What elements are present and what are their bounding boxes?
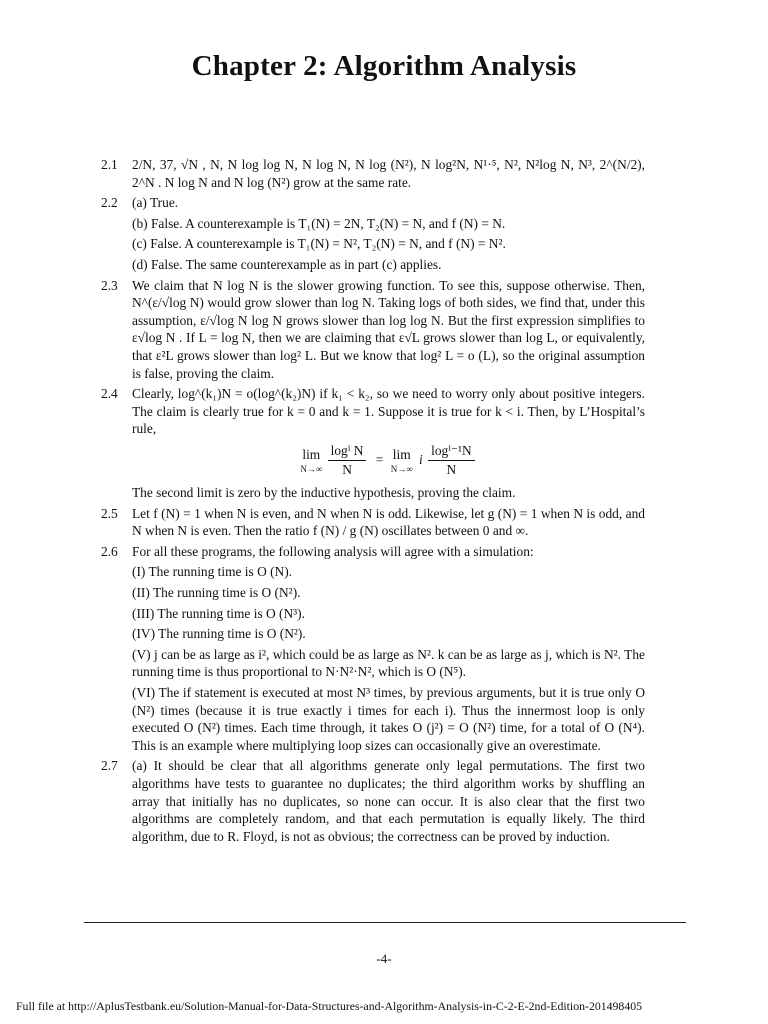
exercise-number: 2.1 xyxy=(101,157,118,172)
exercise-number: 2.2 xyxy=(101,195,118,211)
page-number: -4- xyxy=(376,951,392,966)
exercise-intro: For all these programs, the following analysis will agree with a simulation: xyxy=(132,543,534,559)
exercise-number: 2.3 xyxy=(101,277,118,293)
exercise-part-v: (V) j can be as large as i², which could be as large as N². k can be as large as j, which is N². The running time is thus proportional to N·N²·N², which is O (N⁵). xyxy=(132,646,645,680)
footer-link[interactable]: Full file at http://AplusTestbank.eu/Solution-Manual-for-Data-Structures-and-Algorithm-Analysis-in-C-2-E-2nd-Edition-201498405 xyxy=(16,999,643,1013)
exercise-text: Let f (N) = 1 when N is even, and N when N is odd. Likewise, let g (N) = 1 when N is odd, and N when N is even. Then the ratio f (N) / g (N) oscillates between 0 and ∞. xyxy=(132,505,645,539)
exercise-2-1 xyxy=(101,156,645,191)
exercise-part-ii: (II) The running time is O (N²). xyxy=(132,585,301,601)
exercise-2-6 xyxy=(101,543,645,755)
numerator: logⁱ N xyxy=(328,442,367,461)
exercise-part-b: (b) False. A counterexample is T₁(N) = 2N, T₂(N) = N, and f (N) = N. xyxy=(132,215,506,231)
footer-divider xyxy=(84,922,686,923)
exercise-part-c: (c) False. A counterexample is T₁(N) = N², T₂(N) = N, and f (N) = N². xyxy=(132,236,506,252)
exercise-text: (a) It should be clear that all algorithms generate only legal permutations. The first two algorithms have tests to guarantee no duplicates; the third algorithm works by shuffling an array that initially has no duplicates, so none can occur. It is also clear that the first two algorithms are completely random, and that each permutation is equally likely. The third algorithm, due to R. Floyd, is not as obvious; the correctness can be proved by induction. xyxy=(132,758,645,844)
exercise-part-i: (I) The running time is O (N). xyxy=(132,564,293,580)
exercise-number: 2.6 xyxy=(101,543,118,559)
exercise-text: 2/N, 37, √N , N, N log log N, N log N, N log (N²), N log²N, N¹·⁵, N², N²log N, N³, 2^(N/2), 2^N . N log N and N log (N²) grow at the same rate. xyxy=(132,157,645,190)
exercise-part-a: (a) True. xyxy=(132,195,179,211)
exercise-2-7 xyxy=(101,757,645,845)
exercise-number: 2.4 xyxy=(101,386,118,402)
exercise-part-iii: (III) The running time is O (N³). xyxy=(132,605,305,621)
lim-label: lim xyxy=(392,447,411,463)
exercise-list xyxy=(101,156,645,848)
fraction-left xyxy=(328,442,367,478)
exercise-2-3 xyxy=(101,277,645,383)
limit-operator xyxy=(391,446,413,474)
exercise-part-d: (d) False. The same counterexample as in part (c) applies. xyxy=(132,256,442,272)
exercise-text-after: The second limit is zero by the inductive hypothesis, proving the claim. xyxy=(132,485,516,501)
exercise-part-vi: (VI) The if statement is executed at most N³ times, by previous arguments, but it is true only O (N²) times (because it is true exactly i times for each i). Thus the innermost loop is only executed O (N²) times. Each time through, it takes O (j²) = O (N²) time, for a total of O (N⁴). This is an example where multiplying loop sizes can occasionally give an overestimate. xyxy=(132,685,645,753)
lim-subscript: N→∞ xyxy=(390,463,413,474)
equals-sign: = xyxy=(375,452,384,468)
lim-label: lim xyxy=(302,447,321,463)
chapter-title: Chapter 2: Algorithm Analysis xyxy=(191,50,577,82)
exercise-2-4 xyxy=(101,385,645,502)
exercise-number: 2.7 xyxy=(101,758,118,774)
numerator: logⁱ⁻¹N xyxy=(428,442,475,461)
multiplier: i xyxy=(419,452,423,468)
limit-equation xyxy=(132,442,645,478)
exercise-text: We claim that N log N is the slower growing function. To see this, suppose otherwise. Then, N^(ε/√log N) would grow slower than log N. Taking logs of both sides, we find that, under this assumption, ε/√log N log N grows slower than log log N. But the first expression simplifies to ε√log N . If L = log N, then we are claiming that ε√L grows slower than log L, or equivalently, that ε²L grows slower than log² L. But we know that log² L = o (L), so the original assumption is false, proving the claim. xyxy=(132,277,645,381)
fraction-right xyxy=(428,442,475,478)
exercise-number: 2.5 xyxy=(101,505,118,521)
lim-subscript: N→∞ xyxy=(300,463,323,474)
limit-operator xyxy=(300,446,322,474)
exercise-text: Clearly, log^(k₁)N = o(log^(k₂)N) if k₁ < k₂, so we need to worry only about positive integers. The claim is clearly true for k = 0 and k = 1. Suppose it is true for k < i. Then, by L’Hospital’s rule, xyxy=(132,386,645,437)
denominator: N xyxy=(446,461,457,477)
exercise-part-iv: (IV) The running time is O (N²). xyxy=(132,626,306,642)
exercise-2-2 xyxy=(101,194,645,273)
denominator: N xyxy=(342,461,352,477)
exercise-2-5 xyxy=(101,505,645,540)
